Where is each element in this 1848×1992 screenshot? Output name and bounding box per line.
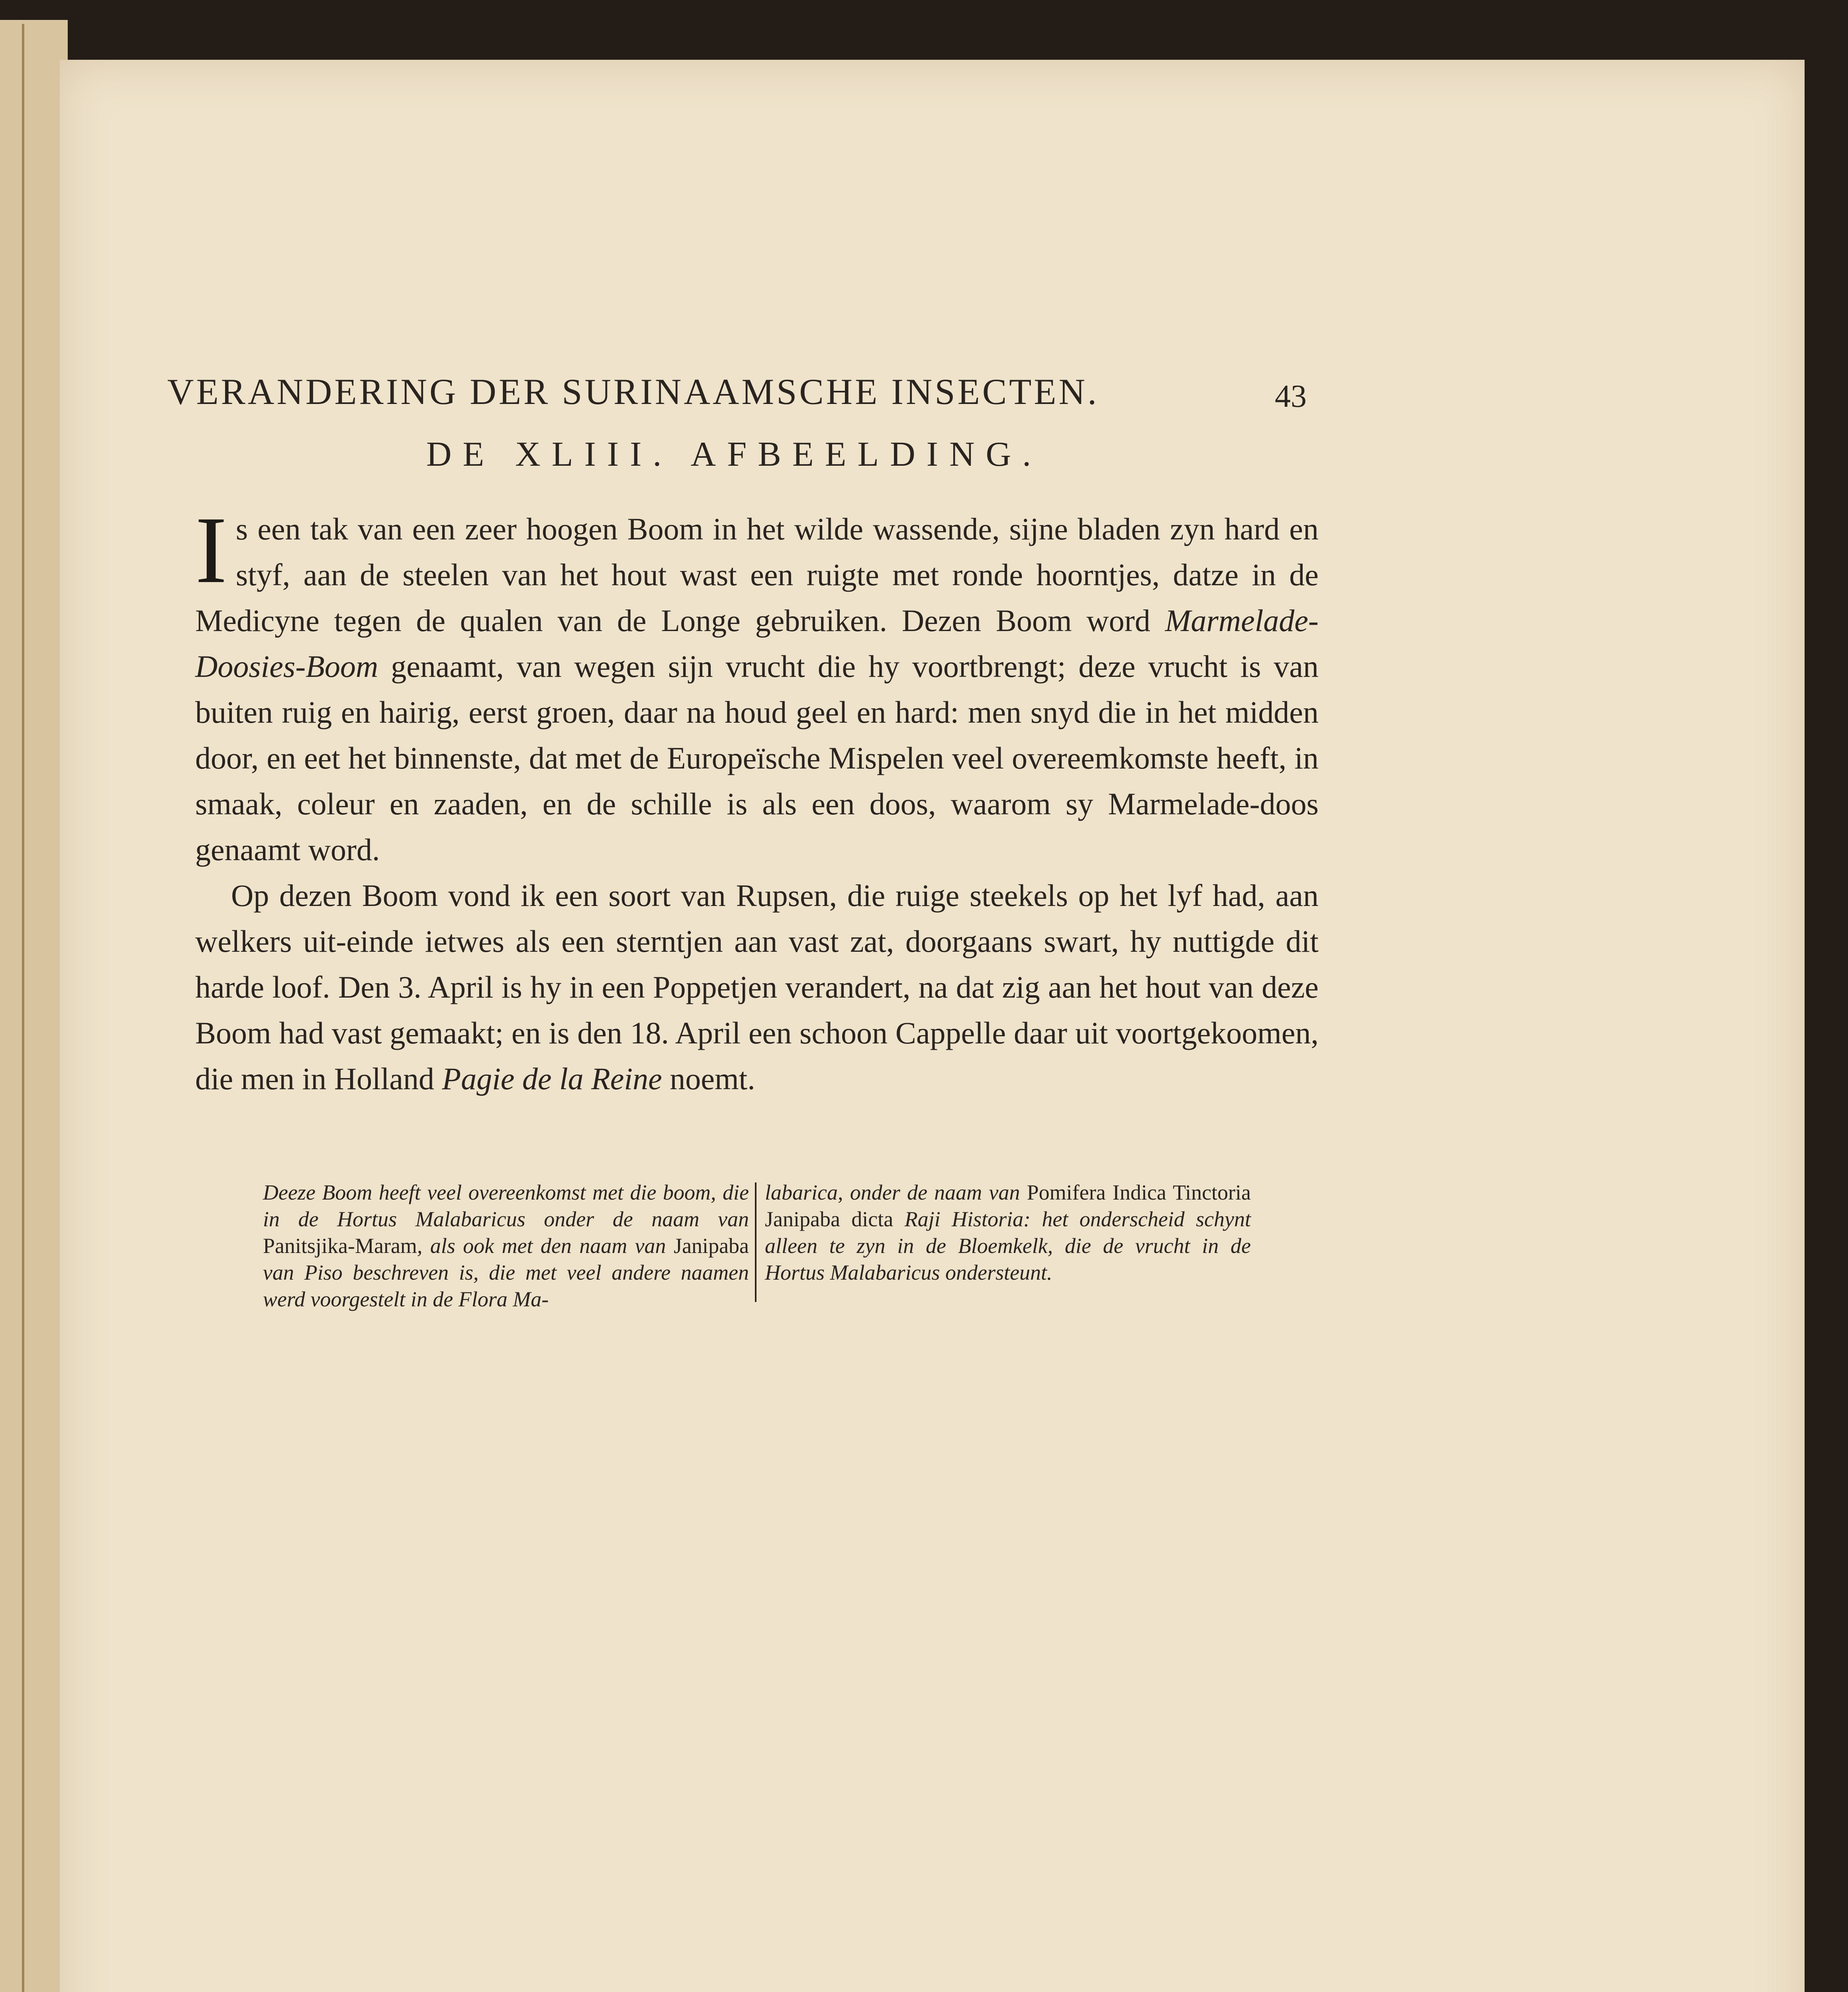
underlying-page <box>0 20 68 1992</box>
paragraph-1 <box>195 497 1319 872</box>
footnote-right-text-2: Pomifera Indica Tinctoria Janipaba dicta <box>765 1180 1251 1231</box>
footnote-right-column <box>765 1179 1251 1286</box>
paragraph-2-text-a: Op dezen Boom vond ik een soort van Rupsen, die ruige steekels op het lyf had, aan welkers uit-einde ietwes als een sterntjen aan vast zat, doorgaans swart, hy nuttigde dit harde loof. Den 3. April is hy in een Poppetjen verandert, na dat zig aan het hout van deze Boom had vast gemaakt; en is den 18. April een schoon Cappelle daar uit voortgekoomen, die men in Holland <box>195 878 1319 1096</box>
paragraph-1-text-b: genaamt, van wegen sijn vrucht die hy voortbrengt; deze vrucht is van buiten ruig en hairig, eerst groen, daar na houd geel en hard: men snyd die in het midden door, en eet het binnenste, dat met de Europeïsche Mispelen veel overeemkomste heeft, in smaak, coleur en zaaden, en de schille is als een doos, waarom sy Marmelade-doos genaamt word. <box>195 649 1319 867</box>
paragraph-1-text-a: s een tak van een zeer hoogen Boom in het wilde wassende, sijne bladen zyn hard en styf, aan de steelen van het hout wast een ruigte met ronde hoorntjes, datze in de Medicyne tegen de qualen van de Longe gebruiken. Dezen Boom word <box>195 512 1319 638</box>
footnote-left-text-3: , als ook met den naam van <box>417 1234 674 1258</box>
footnote-block <box>263 1179 1267 1315</box>
running-title: VERANDERING DER SURINAAMSCHE INSECTEN. <box>167 371 1099 412</box>
drop-cap: I <box>195 497 227 603</box>
footnote-column-divider <box>755 1182 756 1302</box>
tree-name-italic: Marmelade-Doosies-Boom <box>195 603 1319 684</box>
page-edge-shadow <box>22 24 24 1992</box>
paragraph-2 <box>195 872 1319 1102</box>
footnote-left-column <box>263 1179 749 1313</box>
footnote-right-text-1: labarica, onder de naam van <box>765 1180 1027 1204</box>
footnote-right-text-4: : het onderscheid schynt alleen te zyn in de Bloemkelk, die de vrucht in de Hortus Malabaricus ondersteunt. <box>765 1207 1251 1284</box>
footnote-right-text-3: Raji Historia <box>893 1207 1024 1231</box>
butterfly-name-italic: Pagie de la Reine <box>442 1061 662 1096</box>
body-text <box>195 497 1319 1102</box>
page-number: 43 <box>1275 379 1307 414</box>
paragraph-2-text-b: noemt. <box>662 1061 755 1096</box>
footnote-left-text-2: Panitsjika-Maram <box>263 1234 417 1258</box>
footnote-left-text-1: Deeze Boom heeft veel overeenkomst met die boom, die in de Hortus Malabaricus onder de naam van <box>263 1180 749 1231</box>
footnote-left-text-5: van Piso beschreven is, die met veel andere naamen werd voorgestelt in de Flora Ma- <box>263 1261 749 1311</box>
section-title: DE XLIII. AFBEELDING. <box>426 435 1043 474</box>
footnote-left-text-4: Janipaba <box>674 1234 749 1258</box>
